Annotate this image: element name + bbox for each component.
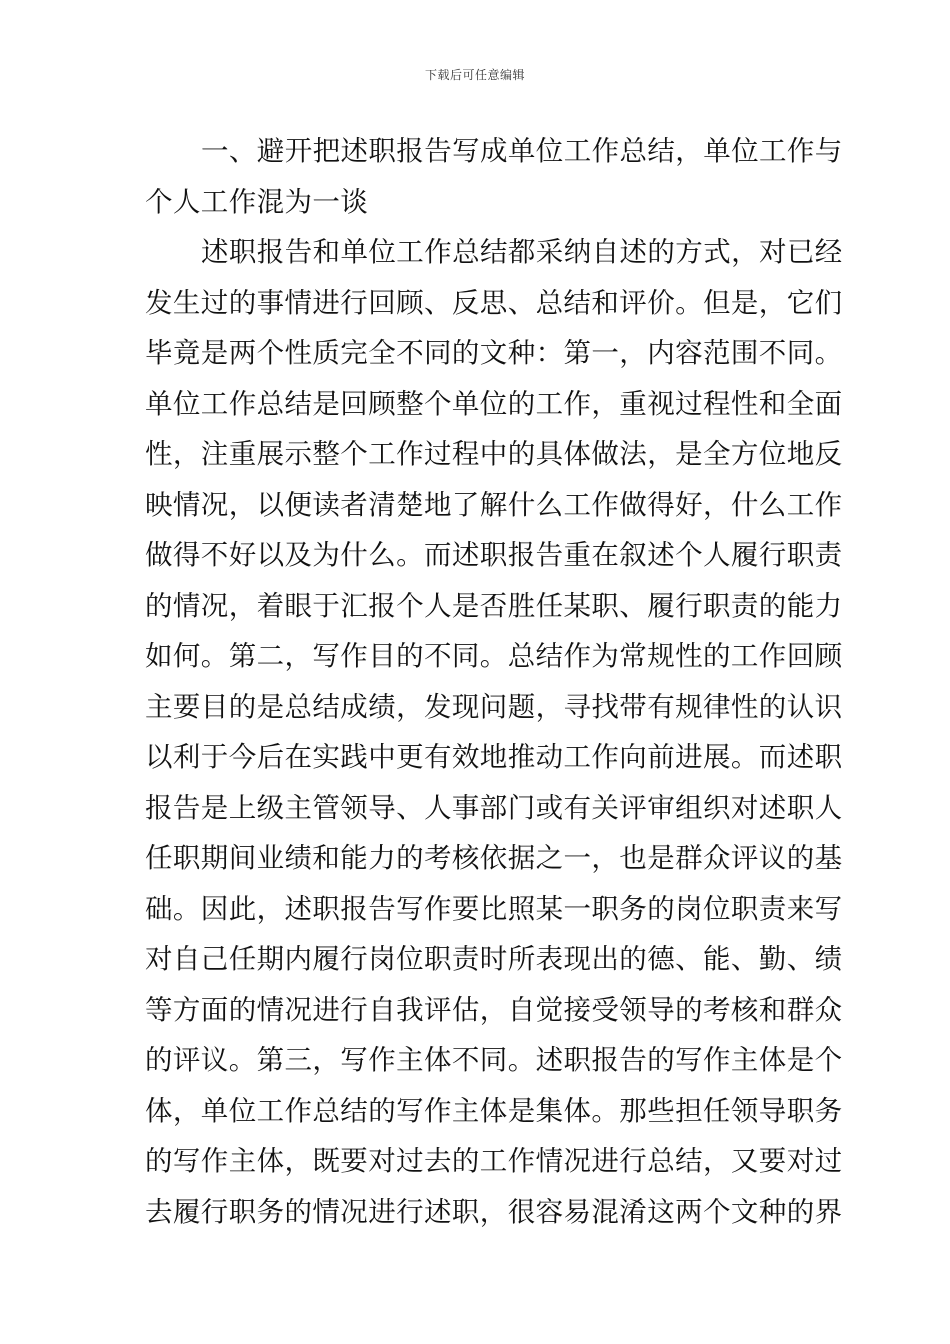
paragraph-line: 的评议。第三，写作主体不同。述职报告的写作主体是个 <box>145 1044 843 1076</box>
paragraph-line: 报告是上级主管领导、人事部门或有关评审组织对述职人 <box>145 791 843 824</box>
paragraph-line: 的写作主体，既要对过去的工作情况进行总结，又要对过 <box>145 1145 843 1177</box>
paragraph-line: 发生过的事情进行回顾、反思、总结和评价。但是，它们 <box>145 286 843 319</box>
paragraph-line: 述职报告和单位工作总结都采纳自述的方式，对已经 <box>201 236 843 268</box>
page-header-note: 下载后可任意编辑 <box>424 68 525 82</box>
paragraph-line: 如何。第二，写作目的不同。总结作为常规性的工作回顾 <box>145 640 843 672</box>
paragraph-line: 去履行职务的情况进行述职，很容易混淆这两个文种的界 <box>145 1195 843 1228</box>
heading-line: 个人工作混为一谈 <box>145 185 369 218</box>
heading-line: 一、避开把述职报告写成单位工作总结，单位工作与 <box>201 135 843 167</box>
document-body <box>145 126 843 1237</box>
paragraph-line: 体，单位工作总结的写作主体是集体。那些担任领导职务 <box>145 1094 843 1127</box>
paragraph-line: 任职期间业绩和能力的考核依据之一，也是群众评议的基 <box>145 842 843 874</box>
paragraph-line: 毕竟是两个性质完全不同的文种：第一，内容范围不同。 <box>145 337 843 369</box>
paragraph-line: 做得不好以及为什么。而述职报告重在叙述个人履行职责 <box>145 539 843 571</box>
paragraph-line: 的情况，着眼于汇报个人是否胜任某职、履行职责的能力 <box>145 589 843 622</box>
paragraph-line: 单位工作总结是回顾整个单位的工作，重视过程性和全面 <box>145 387 843 420</box>
paragraph-line: 以利于今后在实践中更有效地推动工作向前进展。而述职 <box>145 741 843 773</box>
paragraph-line: 等方面的情况进行自我评估，自觉接受领导的考核和群众 <box>145 993 843 1026</box>
paragraph-line: 性，注重展示整个工作过程中的具体做法，是全方位地反 <box>145 438 843 470</box>
paragraph-line: 主要目的是总结成绩，发现问题，寻找带有规律性的认识 <box>145 690 843 723</box>
paragraph-line: 映情况，以便读者清楚地了解什么工作做得好，什么工作 <box>145 488 843 521</box>
paragraph-line: 对自己任期内履行岗位职责时所表现出的德、能、勤、绩 <box>145 943 843 975</box>
paragraph-line: 础。因此，述职报告写作要比照某一职务的岗位职责来写 <box>145 892 843 925</box>
